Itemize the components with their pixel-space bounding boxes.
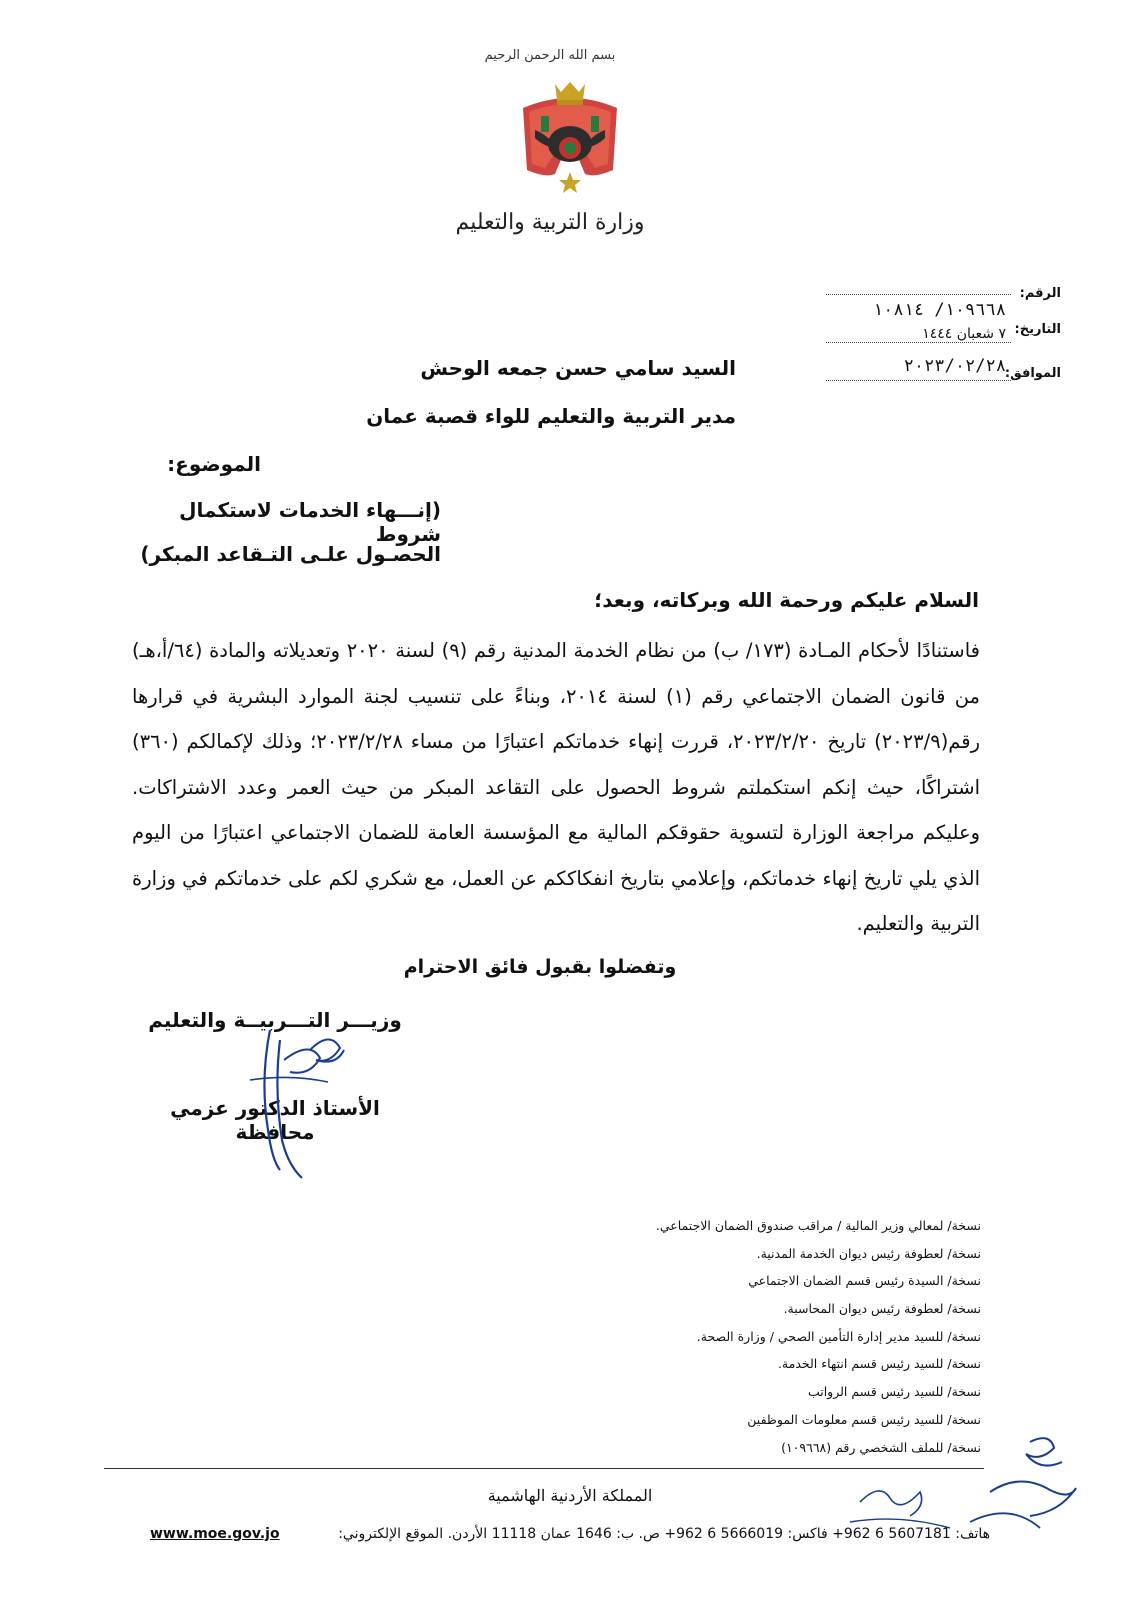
- reference-number-value: ١٠٩٦٦٨/ ١٠٨١٤: [872, 300, 1006, 320]
- greeting: السلام عليكم ورحمة الله وبركاته، وبعد؛: [594, 588, 979, 612]
- letter-body: فاستنادًا لأحكام المـادة (١٧٣/ ب) من نظام الخدمة المدنية رقم (٩) لسنة ٢٠٢٠ وتعديلاته والمادة (٦٤/أ،هـ) من قانون الضمان الاجتماعي رقم (١) لسنة ٢٠١٤، وبناءً على تنسيب لجنة الموارد البشرية في قرارها رقم(٢٠٢٣/٩) تاريخ ٢٠٢٣/٢/٢٠، قررت إنهاء خدماتكم اعتبارًا من مساء ٢٠٢٣/٢/٢٨؛ وذلك لإكمالكم (٣٦٠) اشتراكًا، حيث إنكم استكملتم شروط الحصول على التقاعد المبكر من حيث العمر وعدد الاشتراكات. وعليكم مراجعة الوزارة لتسوية حقوقكم المالية مع المؤسسة العامة للضمان الاجتماعي اعتبارًا من اليوم الذي يلي تاريخ إنهاء خدماتكم، وإعلامي بتاريخ انفكاككم عن العمل، مع شكري لكم على خدماتكم في وزارة التربية والتعليم.: [132, 639, 981, 935]
- handwritten-signature: [240, 1020, 350, 1180]
- subject-line-1: (إنـــهاء الخدمات لاستكمال شروط: [179, 498, 441, 546]
- reference-block: [821, 286, 1061, 394]
- footer-address: هاتف: 5607181 6 962+ فاكس: 5666019 6 962+ ص. ب: 1646 عمان 11118 الأردن. الموقع الإلكتروني:: [338, 1526, 990, 1542]
- reference-date-value: ٧ شعبان ١٤٤٤: [922, 326, 1006, 342]
- subject-label: الموضوع:: [167, 452, 261, 476]
- copy-item: نسخة/ للسيد رئيس قسم انتهاء الخدمة.: [777, 1356, 981, 1372]
- basmala: بسم الله الرحمن الرحيم: [484, 48, 616, 63]
- copies-list: [561, 1212, 981, 1461]
- website-link[interactable]: www.moe.gov.jo: [150, 1526, 280, 1542]
- copy-item: نسخة/ للملف الشخصي رقم (١٠٩٦٦٨): [781, 1439, 981, 1455]
- footer-kingdom: المملكة الأردنية الهاشمية: [487, 1486, 653, 1505]
- copy-item: نسخة/ للسيد مدير إدارة التأمين الصحي / وزارة الصحة.: [696, 1328, 981, 1344]
- copy-item: نسخة/ لمعالي وزير المالية / مراقب صندوق الضمان الاجتماعي.: [655, 1218, 981, 1233]
- recipient-position: مدير التربية والتعليم للواء قصبة عمان: [366, 404, 736, 428]
- recipient-name: السيد سامي حسن جمعه الوحش: [420, 356, 736, 380]
- copy-item: نسخة/ لعطوفة رئيس ديوان المحاسبة.: [783, 1301, 981, 1317]
- reference-corresponding-label: الموافق:: [1004, 366, 1061, 381]
- ministry-name: وزارة التربية والتعليم: [455, 210, 645, 235]
- signer-title: وزيـــر التـــربيــة والتعليم: [148, 1008, 402, 1032]
- reference-corresponding-row: [821, 358, 1061, 394]
- reference-number-row: [821, 286, 1061, 322]
- reference-date-row: [821, 322, 1061, 358]
- copy-item: نسخة/ للسيد رئيس قسم معلومات الموظفين: [747, 1411, 981, 1427]
- reference-corresponding-value: ٢٠٢٣/٠٢/٢٨: [903, 356, 1006, 376]
- footer-divider: [104, 1468, 984, 1469]
- reference-date-label: التاريخ:: [1014, 322, 1061, 337]
- signer-name: الأستاذ الدكتور عزمي محافظة: [170, 1096, 380, 1144]
- copy-item: نسخة/ لعطوفة رئيس ديوان الخدمة المدنية.: [756, 1245, 981, 1261]
- reference-number-label: الرقم:: [1019, 286, 1061, 301]
- coat-of-arms-emblem: [515, 78, 625, 198]
- copy-item: نسخة/ السيدة رئيس قسم الضمان الاجتماعي: [748, 1273, 981, 1289]
- subject-line-2: الحصـول علـى التـقاعد المبكر): [140, 542, 441, 566]
- copy-item: نسخة/ للسيد رئيس قسم الرواتب: [807, 1384, 981, 1400]
- closing-line: وتفضلوا بقبول فائق الاحترام: [403, 956, 677, 978]
- footer-contact: [150, 1526, 990, 1548]
